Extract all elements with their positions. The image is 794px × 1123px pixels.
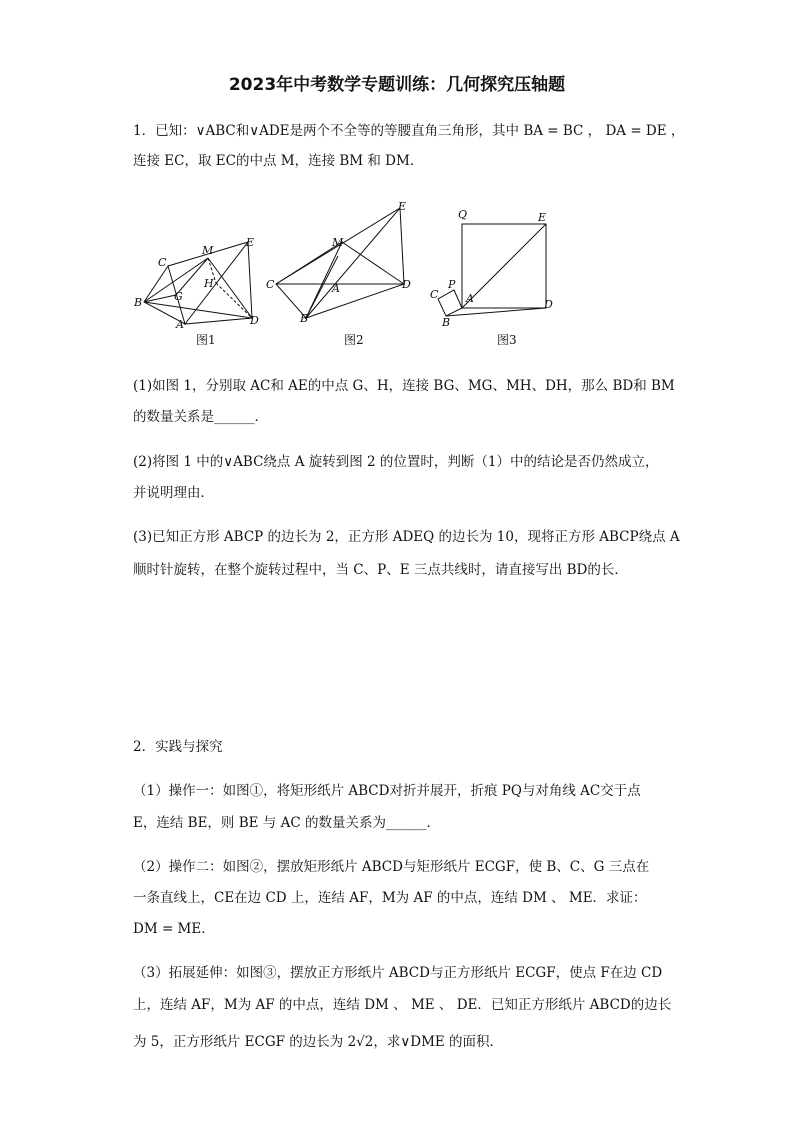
fig2-label-e: E bbox=[398, 200, 407, 213]
figure-1 bbox=[130, 228, 270, 328]
fig3-label-a: A bbox=[466, 292, 474, 305]
q2-op3-line2: 上，连结 AF，M为 AF 的中点，连结 DM 、 ME 、 DE．已知正方形纸片 ABCD的边长 bbox=[133, 997, 672, 1013]
fig1-label-d: D bbox=[250, 314, 259, 327]
q2-op3-line3: 为 5，正方形纸片 ECGF 的边长为 2√2，求∨DME 的面积． bbox=[133, 1034, 504, 1050]
fig3-label-q: Q bbox=[458, 208, 468, 221]
q2-op3-line1: （3）拓展延伸：如图③，摆放正方形纸片 ABCD与正方形纸片 ECGF，使点 F在边 CD bbox=[133, 965, 663, 981]
fig3-label-b: B bbox=[442, 316, 451, 328]
fig2-caption: 图2 bbox=[344, 333, 364, 347]
fig3-label-p: P bbox=[448, 278, 456, 291]
q2-heading: 2．实践与探究 bbox=[133, 739, 223, 755]
fig2-label-b: B bbox=[300, 312, 309, 325]
q1-part1-line1: (1)如图 1，分别取 AC和 AE的中点 G、H，连接 BG、MG、MH、DH，那么 BD和 BM bbox=[133, 378, 675, 394]
fig2-label-a: A bbox=[332, 282, 340, 295]
fig1-label-g: G bbox=[174, 290, 183, 303]
fig1-label-m: M bbox=[202, 244, 214, 257]
fig3-label-c: C bbox=[430, 288, 439, 301]
fig1-label-b: B bbox=[134, 296, 143, 309]
q1-stem-line2: 连接 EC，取 EC的中点 M，连接 BM 和 DM． bbox=[133, 153, 424, 169]
q2-op1-line1: （1）操作一：如图①，将矩形纸片 ABCD对折并展开，折痕 PQ与对角线 AC交于点 bbox=[133, 783, 641, 799]
q1-part2-line1: (2)将图 1 中的∨ABC绕点 A 旋转到图 2 的位置时，判断（1）中的结论是否仍然成立， bbox=[133, 454, 659, 470]
fig1-label-c: C bbox=[158, 256, 167, 269]
fig1-label-a: A bbox=[176, 318, 184, 328]
q2-op2-line3: DM = ME． bbox=[133, 921, 215, 937]
fig3-caption: 图3 bbox=[497, 333, 517, 347]
fig2-label-c: C bbox=[266, 278, 275, 291]
q1-part2-line2: 并说明理由． bbox=[133, 485, 214, 501]
fig3-label-e: E bbox=[538, 211, 547, 224]
figure-3 bbox=[426, 204, 566, 328]
q1-part3-line1: (3)已知正方形 ABCP 的边长为 2，正方形 ADEQ 的边长为 10，现将正方形 ABCP绕点 A bbox=[133, 529, 680, 545]
q1-part3-line2: 顺时针旋转，在整个旋转过程中，当 C、P、E 三点共线时，请直接写出 BD的长． bbox=[133, 562, 628, 578]
figure-2 bbox=[262, 200, 422, 328]
fig2-label-m: M bbox=[332, 236, 344, 249]
fig1-label-e: E bbox=[246, 236, 255, 249]
fig1-caption: 图1 bbox=[196, 333, 216, 347]
q2-op2-line2: 一条直线上，CE在边 CD 上，连结 AF，M为 AF 的中点，连结 DM 、 ME．求证： bbox=[133, 890, 647, 906]
fig2-label-d: D bbox=[402, 278, 411, 291]
q1-stem-line1: 1．已知：∨ABC和∨ADE是两个不全等的等腰直角三角形，其中 BA = BC ， DA = DE ， bbox=[133, 123, 685, 139]
q2-op2-line1: （2）操作二：如图②，摆放矩形纸片 ABCD与矩形纸片 ECGF，使 B、C、G 三点在 bbox=[133, 859, 650, 875]
q2-op1-line2: E，连结 BE，则 BE 与 AC 的数量关系为______． bbox=[133, 815, 440, 831]
page-title: 2023年中考数学专题训练：几何探究压轴题 bbox=[228, 75, 566, 95]
fig1-label-h: H bbox=[204, 277, 214, 290]
fig3-label-d: D bbox=[544, 298, 553, 311]
q1-part1-line2: 的数量关系是______． bbox=[133, 409, 268, 425]
